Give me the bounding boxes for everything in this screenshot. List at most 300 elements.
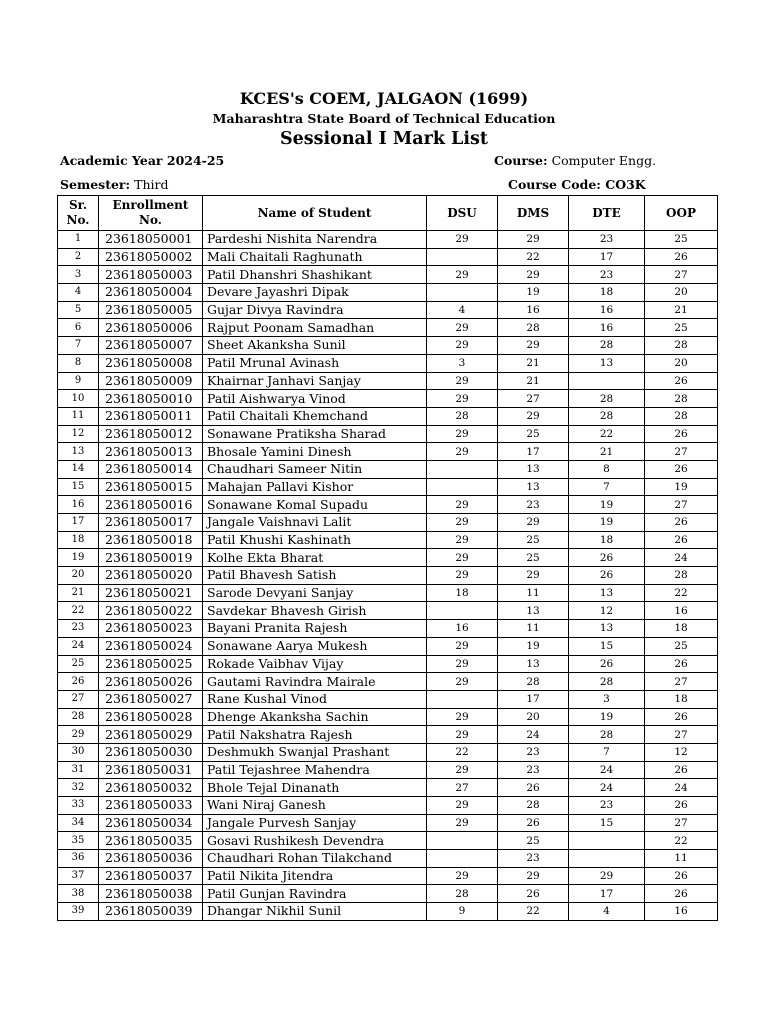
student-name-cell: Devare Jayashri Dipak (203, 284, 427, 302)
dte-mark-cell: 3 (569, 690, 645, 708)
oop-mark-cell: 24 (645, 549, 718, 567)
dms-mark-cell: 28 (498, 673, 569, 691)
dte-mark-cell: 15 (569, 814, 645, 832)
sr-no-cell: 12 (58, 425, 99, 443)
sr-no-cell: 23 (58, 620, 99, 638)
enrollment-no-cell: 23618050013 (99, 443, 203, 461)
oop-mark-cell: 26 (645, 797, 718, 815)
sr-no-cell: 29 (58, 726, 99, 744)
sr-no-cell: 24 (58, 637, 99, 655)
oop-mark-cell: 27 (645, 814, 718, 832)
student-name-cell: Patil Gunjan Ravindra (203, 885, 427, 903)
oop-mark-cell: 16 (645, 602, 718, 620)
sr-no-cell: 34 (58, 814, 99, 832)
dte-mark-cell: 28 (569, 673, 645, 691)
enrollment-no-cell: 23618050022 (99, 602, 203, 620)
table-row (58, 567, 718, 585)
dms-mark-cell: 19 (498, 637, 569, 655)
dte-mark-cell: 26 (569, 567, 645, 585)
column-header-dsu: DSU (427, 196, 498, 231)
table-row (58, 337, 718, 355)
dsu-mark-cell (427, 832, 498, 850)
enrollment-no-cell: 23618050023 (99, 620, 203, 638)
dsu-mark-cell: 29 (427, 655, 498, 673)
column-header-name: Name of Student (203, 196, 427, 231)
dte-mark-cell: 19 (569, 708, 645, 726)
enrollment-no-cell: 23618050036 (99, 850, 203, 868)
dsu-mark-cell: 29 (427, 761, 498, 779)
dms-mark-cell: 29 (498, 514, 569, 532)
dte-mark-cell: 4 (569, 903, 645, 921)
table-row (58, 443, 718, 461)
enrollment-no-cell: 23618050038 (99, 885, 203, 903)
dsu-mark-cell: 29 (427, 567, 498, 585)
sr-no-cell: 7 (58, 337, 99, 355)
table-row (58, 231, 718, 249)
sr-no-cell: 32 (58, 779, 99, 797)
dms-mark-cell: 17 (498, 443, 569, 461)
student-name-cell: Patil Nikita Jitendra (203, 867, 427, 885)
enrollment-no-cell: 23618050031 (99, 761, 203, 779)
enrollment-no-cell: 23618050009 (99, 372, 203, 390)
student-name-cell: Jangale Purvesh Sanjay (203, 814, 427, 832)
oop-mark-cell: 28 (645, 407, 718, 425)
enrollment-no-cell: 23618050024 (99, 637, 203, 655)
dsu-mark-cell: 29 (427, 231, 498, 249)
dsu-mark-cell: 16 (427, 620, 498, 638)
column-header-sr-no: Sr. No. (58, 196, 99, 231)
dsu-mark-cell: 29 (427, 496, 498, 514)
dms-mark-cell: 17 (498, 690, 569, 708)
table-row (58, 673, 718, 691)
enrollment-no-cell: 23618050003 (99, 266, 203, 284)
table-row (58, 779, 718, 797)
oop-mark-cell: 26 (645, 531, 718, 549)
table-row (58, 354, 718, 372)
dms-mark-cell: 29 (498, 567, 569, 585)
dsu-mark-cell (427, 460, 498, 478)
dte-mark-cell: 26 (569, 655, 645, 673)
enrollment-no-cell: 23618050033 (99, 797, 203, 815)
sr-no-cell: 1 (58, 231, 99, 249)
dsu-mark-cell: 29 (427, 549, 498, 567)
dsu-mark-cell: 29 (427, 390, 498, 408)
oop-mark-cell: 28 (645, 390, 718, 408)
dte-mark-cell: 23 (569, 266, 645, 284)
table-row (58, 584, 718, 602)
enrollment-no-cell: 23618050005 (99, 301, 203, 319)
table-row (58, 797, 718, 815)
course-label: Course: (494, 153, 548, 168)
student-name-cell: Patil Khushi Kashinath (203, 531, 427, 549)
dms-mark-cell: 23 (498, 850, 569, 868)
enrollment-no-cell: 23618050019 (99, 549, 203, 567)
course (494, 153, 656, 168)
dsu-mark-cell: 29 (427, 266, 498, 284)
student-name-cell: Bhole Tejal Dinanath (203, 779, 427, 797)
oop-mark-cell: 25 (645, 319, 718, 337)
dms-mark-cell: 26 (498, 885, 569, 903)
dms-mark-cell: 29 (498, 867, 569, 885)
table-row (58, 726, 718, 744)
sr-no-cell: 38 (58, 885, 99, 903)
dsu-mark-cell (427, 284, 498, 302)
table-row (58, 850, 718, 868)
oop-mark-cell: 27 (645, 496, 718, 514)
dte-mark-cell: 23 (569, 231, 645, 249)
dte-mark-cell: 28 (569, 726, 645, 744)
dsu-mark-cell: 29 (427, 867, 498, 885)
oop-mark-cell: 26 (645, 708, 718, 726)
dte-mark-cell: 7 (569, 478, 645, 496)
student-name-cell: Sonawane Komal Supadu (203, 496, 427, 514)
enrollment-no-cell: 23618050007 (99, 337, 203, 355)
marks-table (57, 195, 718, 921)
document-title: Sessional I Mark List (280, 129, 488, 149)
student-name-cell: Wani Niraj Ganesh (203, 797, 427, 815)
enrollment-no-cell: 23618050029 (99, 726, 203, 744)
dte-mark-cell: 24 (569, 779, 645, 797)
dsu-mark-cell: 29 (427, 637, 498, 655)
student-name-cell: Gosavi Rushikesh Devendra (203, 832, 427, 850)
dte-mark-cell: 13 (569, 584, 645, 602)
dms-mark-cell: 29 (498, 337, 569, 355)
oop-mark-cell: 27 (645, 266, 718, 284)
table-row (58, 743, 718, 761)
enrollment-no-cell: 23618050011 (99, 407, 203, 425)
dms-mark-cell: 29 (498, 266, 569, 284)
sr-no-cell: 13 (58, 443, 99, 461)
student-name-cell: Dhangar Nikhil Sunil (203, 903, 427, 921)
enrollment-no-cell: 23618050012 (99, 425, 203, 443)
dte-mark-cell (569, 832, 645, 850)
table-row (58, 425, 718, 443)
table-row (58, 637, 718, 655)
table-row (58, 390, 718, 408)
dms-mark-cell: 20 (498, 708, 569, 726)
table-row (58, 708, 718, 726)
column-header-enrollment-no: Enrollment No. (99, 196, 203, 231)
course-code-label: Course Code: CO3K (508, 177, 646, 192)
dms-mark-cell: 22 (498, 903, 569, 921)
student-name-cell: Patil Aishwarya Vinod (203, 390, 427, 408)
sr-no-cell: 2 (58, 248, 99, 266)
dsu-mark-cell: 4 (427, 301, 498, 319)
oop-mark-cell: 22 (645, 584, 718, 602)
enrollment-no-cell: 23618050017 (99, 514, 203, 532)
dsu-mark-cell (427, 478, 498, 496)
sr-no-cell: 17 (58, 514, 99, 532)
table-row (58, 602, 718, 620)
table-row (58, 832, 718, 850)
sr-no-cell: 19 (58, 549, 99, 567)
oop-mark-cell: 25 (645, 637, 718, 655)
dms-mark-cell: 16 (498, 301, 569, 319)
dte-mark-cell: 29 (569, 867, 645, 885)
oop-mark-cell: 26 (645, 425, 718, 443)
table-body (58, 231, 718, 921)
sr-no-cell: 36 (58, 850, 99, 868)
oop-mark-cell: 28 (645, 567, 718, 585)
enrollment-no-cell: 23618050014 (99, 460, 203, 478)
oop-mark-cell: 26 (645, 460, 718, 478)
dsu-mark-cell (427, 850, 498, 868)
semester-label: Semester: (60, 177, 131, 192)
sr-no-cell: 11 (58, 407, 99, 425)
table-row (58, 372, 718, 390)
table-row (58, 478, 718, 496)
student-name-cell: Deshmukh Swanjal Prashant (203, 743, 427, 761)
dms-mark-cell: 21 (498, 372, 569, 390)
student-name-cell: Sonawane Aarya Mukesh (203, 637, 427, 655)
student-name-cell: Gautami Ravindra Mairale (203, 673, 427, 691)
dsu-mark-cell: 29 (427, 319, 498, 337)
enrollment-no-cell: 23618050002 (99, 248, 203, 266)
oop-mark-cell: 26 (645, 867, 718, 885)
dte-mark-cell: 17 (569, 248, 645, 266)
sr-no-cell: 33 (58, 797, 99, 815)
oop-mark-cell: 26 (645, 655, 718, 673)
dsu-mark-cell: 29 (427, 443, 498, 461)
student-name-cell: Chaudhari Rohan Tilakchand (203, 850, 427, 868)
student-name-cell: Pardeshi Nishita Narendra (203, 231, 427, 249)
dsu-mark-cell: 29 (427, 726, 498, 744)
dte-mark-cell: 13 (569, 620, 645, 638)
table-row (58, 407, 718, 425)
student-name-cell: Patil Nakshatra Rajesh (203, 726, 427, 744)
oop-mark-cell: 16 (645, 903, 718, 921)
enrollment-no-cell: 23618050027 (99, 690, 203, 708)
dte-mark-cell: 16 (569, 319, 645, 337)
oop-mark-cell: 25 (645, 231, 718, 249)
sr-no-cell: 6 (58, 319, 99, 337)
dsu-mark-cell: 29 (427, 797, 498, 815)
dte-mark-cell: 28 (569, 337, 645, 355)
student-name-cell: Bhosale Yamini Dinesh (203, 443, 427, 461)
dte-mark-cell: 18 (569, 531, 645, 549)
oop-mark-cell: 27 (645, 673, 718, 691)
dte-mark-cell: 13 (569, 354, 645, 372)
dte-mark-cell: 28 (569, 407, 645, 425)
sr-no-cell: 35 (58, 832, 99, 850)
dsu-mark-cell: 18 (427, 584, 498, 602)
student-name-cell: Sheet Akanksha Sunil (203, 337, 427, 355)
sr-no-cell: 21 (58, 584, 99, 602)
enrollment-no-cell: 23618050026 (99, 673, 203, 691)
dte-mark-cell: 8 (569, 460, 645, 478)
enrollment-no-cell: 23618050028 (99, 708, 203, 726)
oop-mark-cell: 28 (645, 337, 718, 355)
dms-mark-cell: 23 (498, 743, 569, 761)
column-header-dte: DTE (569, 196, 645, 231)
table-row (58, 690, 718, 708)
dte-mark-cell: 19 (569, 496, 645, 514)
student-name-cell: Sarode Devyani Sanjay (203, 584, 427, 602)
enrollment-no-cell: 23618050020 (99, 567, 203, 585)
table-row (58, 496, 718, 514)
oop-mark-cell: 26 (645, 514, 718, 532)
dsu-mark-cell: 28 (427, 885, 498, 903)
dsu-mark-cell: 28 (427, 407, 498, 425)
oop-mark-cell: 27 (645, 443, 718, 461)
enrollment-no-cell: 23618050021 (99, 584, 203, 602)
enrollment-no-cell: 23618050034 (99, 814, 203, 832)
student-name-cell: Patil Chaitali Khemchand (203, 407, 427, 425)
student-name-cell: Patil Dhanshri Shashikant (203, 266, 427, 284)
dms-mark-cell: 26 (498, 779, 569, 797)
sr-no-cell: 27 (58, 690, 99, 708)
dsu-mark-cell: 29 (427, 673, 498, 691)
sr-no-cell: 16 (58, 496, 99, 514)
table-row (58, 319, 718, 337)
dte-mark-cell: 24 (569, 761, 645, 779)
dms-mark-cell: 25 (498, 425, 569, 443)
dms-mark-cell: 29 (498, 407, 569, 425)
dms-mark-cell: 25 (498, 531, 569, 549)
dte-mark-cell: 17 (569, 885, 645, 903)
table-row (58, 761, 718, 779)
dms-mark-cell: 28 (498, 319, 569, 337)
dms-mark-cell: 19 (498, 284, 569, 302)
sr-no-cell: 20 (58, 567, 99, 585)
dms-mark-cell: 11 (498, 584, 569, 602)
dte-mark-cell: 23 (569, 797, 645, 815)
sr-no-cell: 10 (58, 390, 99, 408)
table-row (58, 814, 718, 832)
table-row (58, 655, 718, 673)
enrollment-no-cell: 23618050035 (99, 832, 203, 850)
oop-mark-cell: 18 (645, 620, 718, 638)
oop-mark-cell: 24 (645, 779, 718, 797)
dsu-mark-cell (427, 602, 498, 620)
enrollment-no-cell: 23618050018 (99, 531, 203, 549)
dms-mark-cell: 21 (498, 354, 569, 372)
dte-mark-cell: 21 (569, 443, 645, 461)
dms-mark-cell: 29 (498, 231, 569, 249)
table-row (58, 248, 718, 266)
semester (60, 177, 168, 192)
enrollment-no-cell: 23618050016 (99, 496, 203, 514)
student-name-cell: Gujar Divya Ravindra (203, 301, 427, 319)
dsu-mark-cell: 27 (427, 779, 498, 797)
oop-mark-cell: 27 (645, 726, 718, 744)
dsu-mark-cell (427, 248, 498, 266)
student-name-cell: Kolhe Ekta Bharat (203, 549, 427, 567)
oop-mark-cell: 26 (645, 248, 718, 266)
dte-mark-cell (569, 850, 645, 868)
oop-mark-cell: 26 (645, 885, 718, 903)
enrollment-no-cell: 23618050015 (99, 478, 203, 496)
student-name-cell: Sonawane Pratiksha Sharad (203, 425, 427, 443)
dte-mark-cell: 28 (569, 390, 645, 408)
dsu-mark-cell: 29 (427, 514, 498, 532)
dte-mark-cell: 26 (569, 549, 645, 567)
oop-mark-cell: 11 (645, 850, 718, 868)
enrollment-no-cell: 23618050001 (99, 231, 203, 249)
sr-no-cell: 3 (58, 266, 99, 284)
semester-value: Third (134, 177, 169, 192)
course-value: Computer Engg. (551, 153, 657, 168)
dsu-mark-cell: 22 (427, 743, 498, 761)
sr-no-cell: 8 (58, 354, 99, 372)
dms-mark-cell: 24 (498, 726, 569, 744)
dms-mark-cell: 13 (498, 460, 569, 478)
enrollment-no-cell: 23618050004 (99, 284, 203, 302)
student-name-cell: Rokade Vaibhav Vijay (203, 655, 427, 673)
student-name-cell: Savdekar Bhavesh Girish (203, 602, 427, 620)
oop-mark-cell: 19 (645, 478, 718, 496)
student-name-cell: Mahajan Pallavi Kishor (203, 478, 427, 496)
dms-mark-cell: 26 (498, 814, 569, 832)
dms-mark-cell: 13 (498, 602, 569, 620)
academic-year (60, 153, 224, 168)
sr-no-cell: 30 (58, 743, 99, 761)
enrollment-no-cell: 23618050032 (99, 779, 203, 797)
enrollment-no-cell: 23618050008 (99, 354, 203, 372)
table-row (58, 531, 718, 549)
course-code (508, 177, 646, 192)
dms-mark-cell: 13 (498, 655, 569, 673)
table-row (58, 266, 718, 284)
student-name-cell: Rajput Poonam Samadhan (203, 319, 427, 337)
oop-mark-cell: 26 (645, 372, 718, 390)
sr-no-cell: 14 (58, 460, 99, 478)
dte-mark-cell: 15 (569, 637, 645, 655)
student-name-cell: Patil Mrunal Avinash (203, 354, 427, 372)
enrollment-no-cell: 23618050037 (99, 867, 203, 885)
table-row (58, 885, 718, 903)
dms-mark-cell: 11 (498, 620, 569, 638)
enrollment-no-cell: 23618050006 (99, 319, 203, 337)
dte-mark-cell: 18 (569, 284, 645, 302)
column-header-dms: DMS (498, 196, 569, 231)
enrollment-no-cell: 23618050039 (99, 903, 203, 921)
dte-mark-cell: 16 (569, 301, 645, 319)
oop-mark-cell: 20 (645, 354, 718, 372)
oop-mark-cell: 12 (645, 743, 718, 761)
board-name: Maharashtra State Board of Technical Education (212, 111, 556, 126)
enrollment-no-cell: 23618050030 (99, 743, 203, 761)
student-name-cell: Mali Chaitali Raghunath (203, 248, 427, 266)
sr-no-cell: 31 (58, 761, 99, 779)
dsu-mark-cell: 29 (427, 425, 498, 443)
sr-no-cell: 15 (58, 478, 99, 496)
dms-mark-cell: 13 (498, 478, 569, 496)
table-row (58, 867, 718, 885)
student-name-cell: Khairnar Janhavi Sanjay (203, 372, 427, 390)
dsu-mark-cell: 29 (427, 372, 498, 390)
sr-no-cell: 18 (58, 531, 99, 549)
sr-no-cell: 28 (58, 708, 99, 726)
table-row (58, 514, 718, 532)
dms-mark-cell: 27 (498, 390, 569, 408)
oop-mark-cell: 26 (645, 761, 718, 779)
dsu-mark-cell: 29 (427, 337, 498, 355)
sr-no-cell: 39 (58, 903, 99, 921)
oop-mark-cell: 20 (645, 284, 718, 302)
dms-mark-cell: 28 (498, 797, 569, 815)
student-name-cell: Patil Bhavesh Satish (203, 567, 427, 585)
dte-mark-cell: 22 (569, 425, 645, 443)
dsu-mark-cell (427, 690, 498, 708)
college-name: KCES's COEM, JALGAON (1699) (239, 89, 529, 108)
sr-no-cell: 4 (58, 284, 99, 302)
student-name-cell: Chaudhari Sameer Nitin (203, 460, 427, 478)
dms-mark-cell: 23 (498, 496, 569, 514)
oop-mark-cell: 21 (645, 301, 718, 319)
dsu-mark-cell: 29 (427, 708, 498, 726)
oop-mark-cell: 18 (645, 690, 718, 708)
